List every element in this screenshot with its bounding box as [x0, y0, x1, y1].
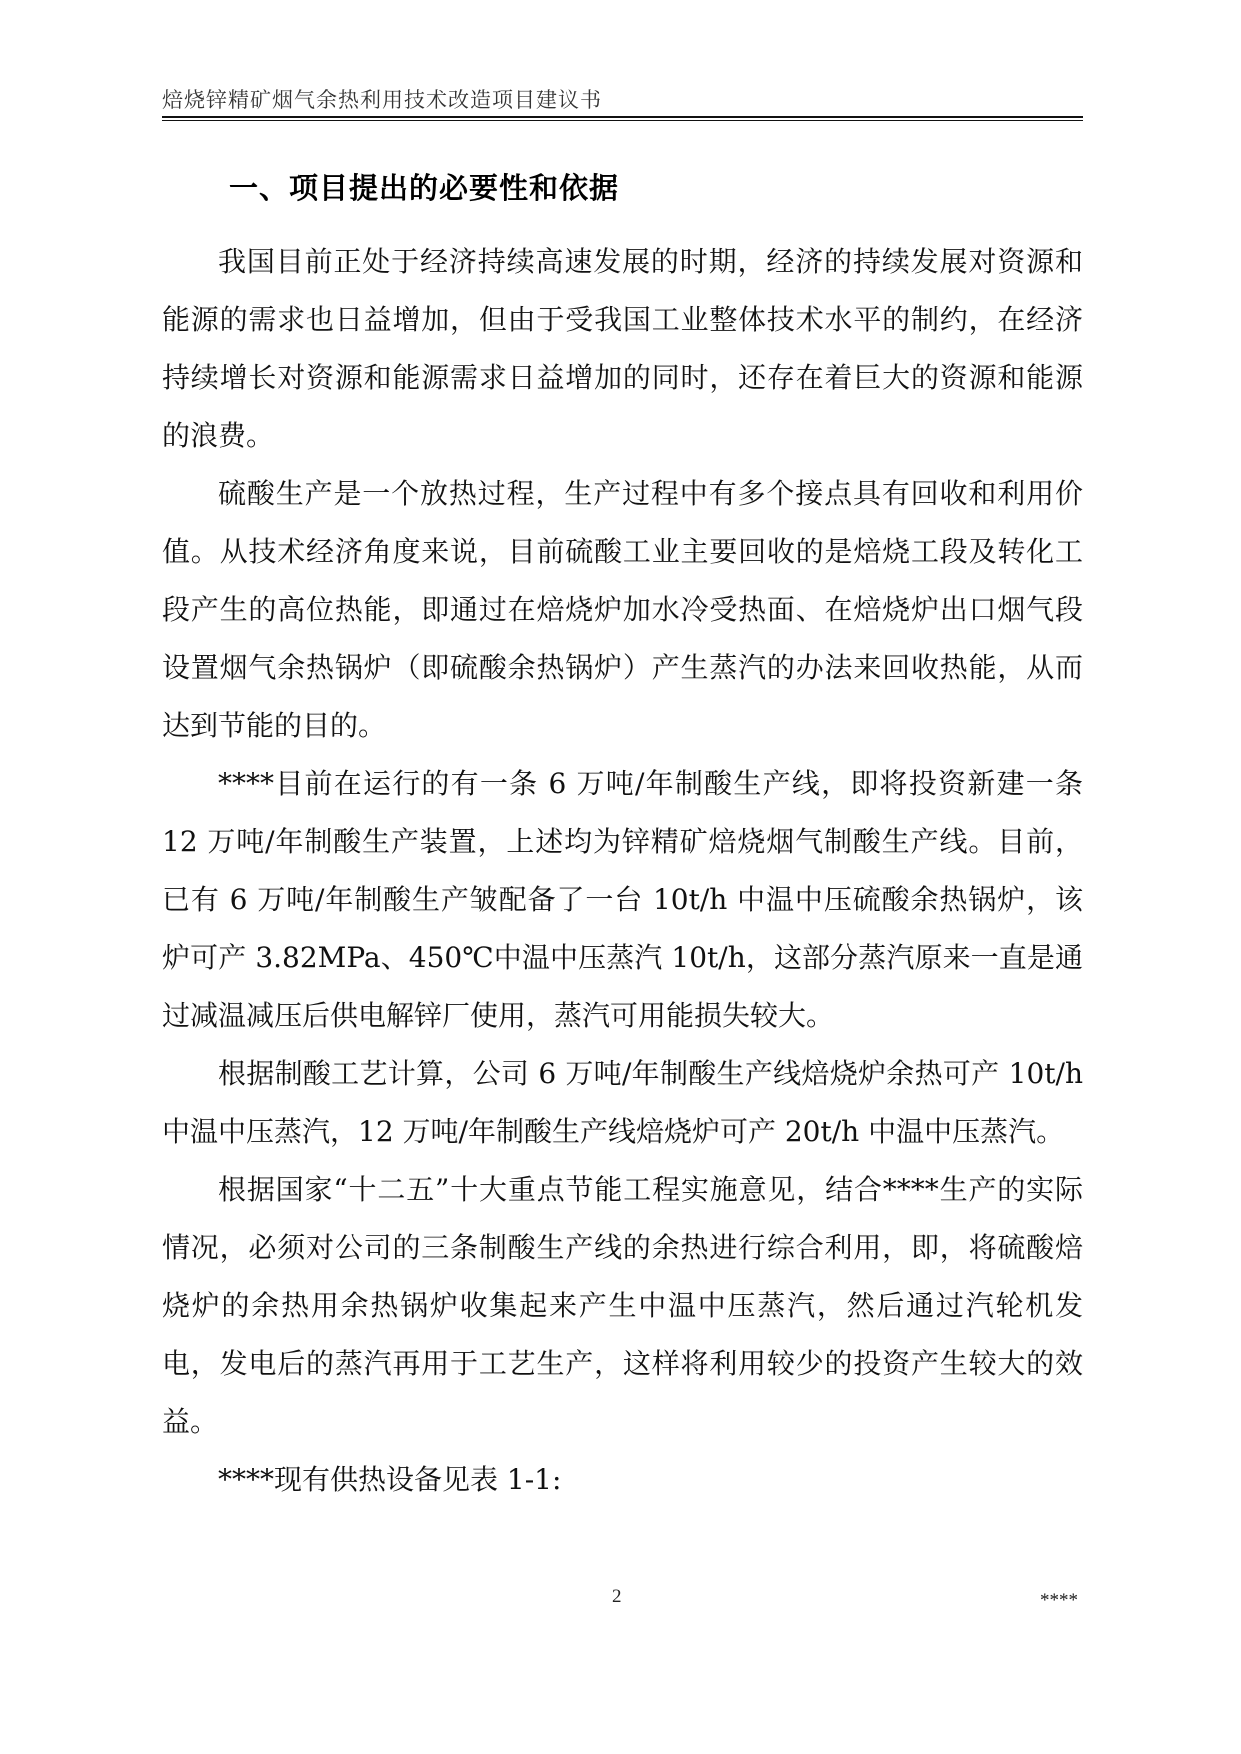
body-text	[162, 233, 1083, 1509]
paragraph: ****目前在运行的有一条 6 万吨/年制酸生产线，即将投资新建一条 12 万吨/年制酸生产装置，上述均为锌精矿焙烧烟气制酸生产线。目前，已有 6 万吨/年制酸生产皱配备了一台 10t/h 中温中压硫酸余热锅炉，该炉可产 3.82MPa、450℃中温中压蒸汽 10t/h，这部分蒸汽原来一直是通过减温减压后供电解锌厂使用，蒸汽可用能损失较大。	[162, 767, 1083, 1032]
paragraph: 根据制酸工艺计算，公司 6 万吨/年制酸生产线焙烧炉余热可产 10t/h 中温中压蒸汽，12 万吨/年制酸生产线焙烧炉可产 20t/h 中温中压蒸汽。	[162, 1057, 1083, 1148]
footer-mark: ****	[1040, 1590, 1078, 1611]
section-heading: 一、项目提出的必要性和依据	[229, 171, 620, 205]
paragraph: 根据国家“十二五”十大重点节能工程实施意见，结合****生产的实际情况，必须对公司的三条制酸生产线的余热进行综合利用，即，将硫酸焙烧炉的余热用余热锅炉收集起来产生中温中压蒸汽，然后通过汽轮机发电，发电后的蒸汽再用于工艺生产，这样将利用较少的投资产生较大的效益。	[162, 1173, 1083, 1438]
paragraph: ****现有供热设备见表 1-1:	[218, 1463, 562, 1496]
header-rule-thin	[162, 120, 1083, 121]
running-header: 焙烧锌精矿烟气余热利用技术改造项目建议书	[162, 88, 602, 112]
page-number: 2	[612, 1586, 622, 1607]
header-rule	[162, 116, 1083, 118]
paragraph: 硫酸生产是一个放热过程，生产过程中有多个接点具有回收和利用价值。从技术经济角度来说，目前硫酸工业主要回收的是焙烧工段及转化工段产生的高位热能，即通过在焙烧炉加水冷受热面、在焙烧炉出口烟气段设置烟气余热锅炉（即硫酸余热锅炉）产生蒸汽的办法来回收热能，从而达到节能的目的。	[162, 477, 1083, 742]
paragraph: 我国目前正处于经济持续高速发展的时期，经济的持续发展对资源和能源的需求也日益增加，但由于受我国工业整体技术水平的制约，在经济持续增长对资源和能源需求日益增加的同时，还存在着巨大的资源和能源的浪费。	[162, 245, 1083, 452]
